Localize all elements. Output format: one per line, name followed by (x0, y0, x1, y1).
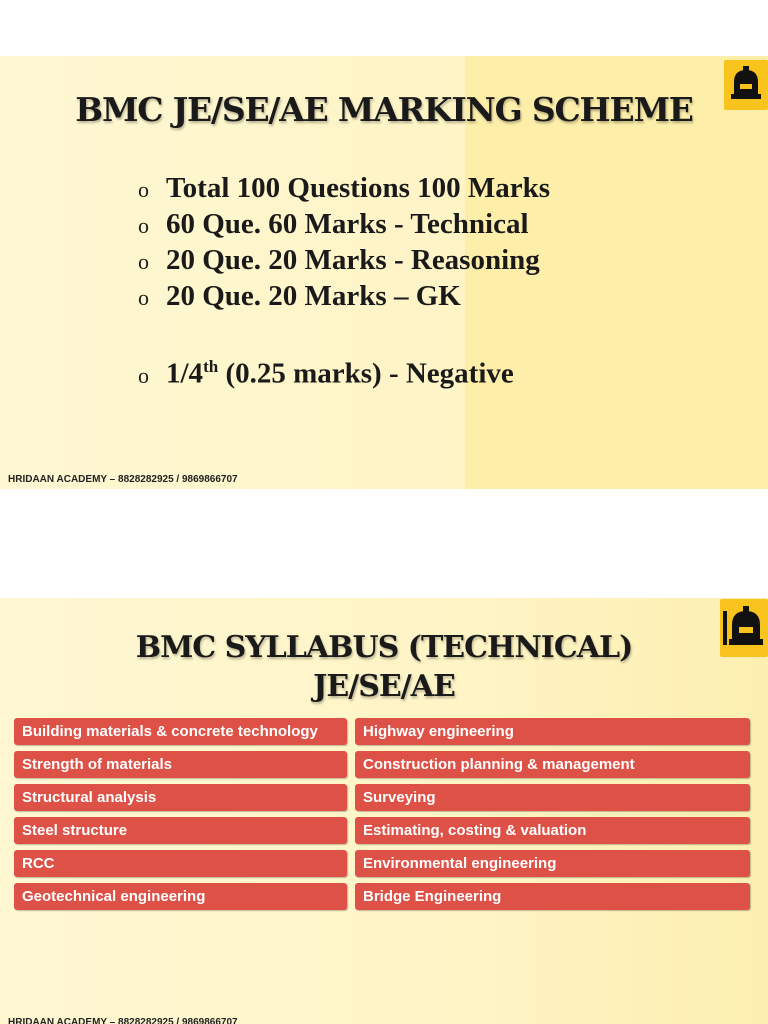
topic-box: Estimating, costing & valuation (355, 817, 750, 844)
topic-row (14, 883, 750, 910)
topic-box: RCC (14, 850, 347, 877)
bullet-item (138, 242, 550, 278)
slide-subtitle: JE/SE/AE (313, 669, 455, 704)
topic-box: Bridge Engineering (355, 883, 750, 910)
bullet-mark: o (138, 213, 149, 238)
bullet-text: Total 100 Questions 100 Marks (166, 172, 551, 204)
bullet-text: 20 Que. 20 Marks - Reasoning (166, 244, 540, 276)
bullet-text: 20 Que. 20 Marks – GK (166, 280, 461, 312)
topic-box: Steel structure (14, 817, 347, 844)
slide-title: BMC JE/SE/AE MARKING SCHEME (75, 90, 693, 129)
topic-box: Structural analysis (14, 784, 347, 811)
syllabus-topic-grid (14, 718, 750, 916)
bullet-mark: o (138, 177, 149, 202)
topic-box: Surveying (355, 784, 750, 811)
topic-box: Geotechnical engineering (14, 883, 347, 910)
marking-scheme-slide (0, 56, 768, 489)
bullet-mark: o (138, 362, 149, 388)
bullet-text: 60 Que. 60 Marks - Technical (166, 208, 529, 240)
topic-row (14, 718, 750, 745)
marking-bullet-list (138, 170, 551, 390)
topic-row (14, 817, 750, 844)
topic-row (14, 784, 750, 811)
topic-box: Construction planning & management (355, 751, 750, 778)
bullet-mark: o (138, 285, 149, 310)
bullet-item (138, 278, 550, 314)
syllabus-slide (0, 598, 768, 1024)
topic-box: Strength of materials (14, 751, 347, 778)
negative-marking-item (138, 349, 550, 390)
topic-box: Building materials & concrete technology (14, 718, 347, 745)
bullet-item (138, 206, 550, 242)
bullet-item (138, 170, 550, 206)
negative-sup: th (203, 357, 219, 376)
footer-contact: HRIDAAN ACADEMY – 8828282925 / 9869866707 (8, 474, 238, 485)
negative-prefix: 1/4 (166, 357, 204, 390)
footer-contact: HRIDAAN ACADEMY – 8828282925 / 9869866707 (8, 1017, 238, 1024)
topic-box: Environmental engineering (355, 850, 750, 877)
slide-title: BMC SYLLABUS (TECHNICAL) (135, 630, 633, 665)
negative-suffix: (0.25 marks) - Negative (218, 357, 514, 390)
topic-row (14, 850, 750, 877)
topic-box: Highway engineering (355, 718, 750, 745)
topic-row (14, 751, 750, 778)
bullet-mark: o (138, 249, 149, 274)
